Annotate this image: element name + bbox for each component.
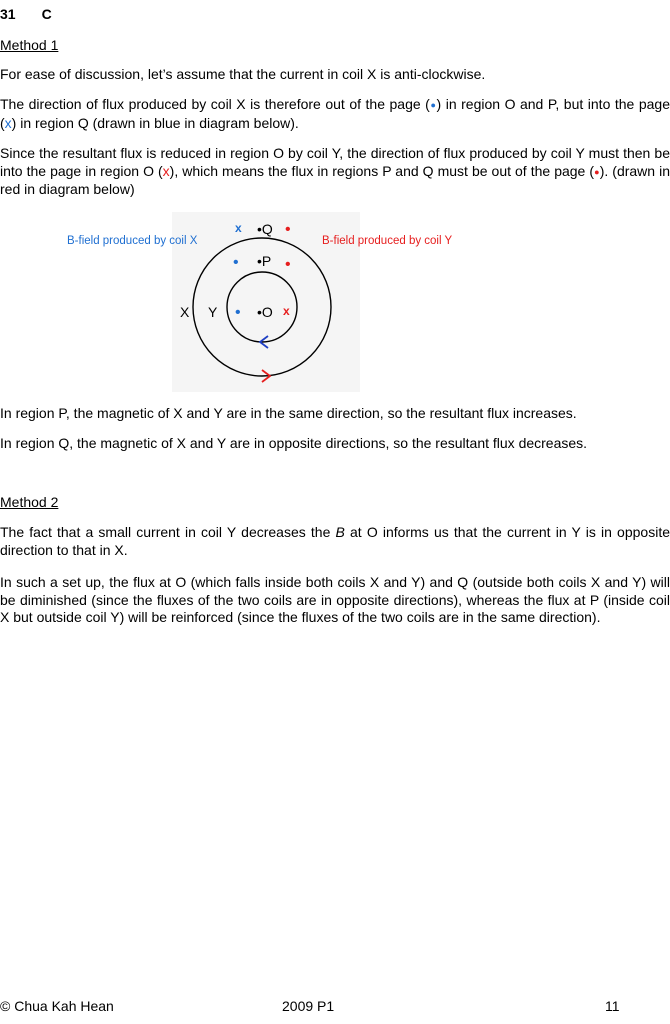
answer-letter: C — [41, 6, 52, 22]
b-field-symbol: B — [335, 524, 345, 540]
method1-paragraph-1: For ease of discussion, let’s assume that the current in coil X is anti-clockwise. — [0, 66, 486, 82]
region-q-red-dot: • — [285, 221, 291, 238]
footer-page-number: 11 — [605, 998, 620, 1014]
coil-x-field-label: B-field produced by coil X — [67, 235, 198, 247]
blue-cross-symbol: x — [4, 114, 12, 131]
region-p-red-dot: • — [285, 256, 291, 273]
method2-heading: Method 2 — [0, 494, 59, 510]
blue-dot-symbol: ● — [429, 100, 437, 110]
region-p-label: •P — [257, 253, 272, 269]
method1-heading: Method 1 — [0, 37, 59, 53]
region-p-blue-dot: • — [233, 254, 239, 271]
coil-x-label: X — [180, 304, 190, 320]
coil-y-label: Y — [208, 304, 218, 320]
red-cross-symbol: x — [162, 162, 170, 179]
method1-paragraph-5: In region Q, the magnetic of X and Y are in opposite directions, so the resultant flux decreases. — [0, 435, 588, 451]
footer-exam-label: 2009 P1 — [282, 998, 335, 1014]
method1-paragraph-2: The direction of flux produced by coil X is therefore out of the page (●) in region O and P, but into the page (x) in region Q (drawn in blue in diagram below). — [0, 96, 670, 131]
red-dot-symbol: ● — [594, 166, 600, 177]
method2-paragraph-2: In such a set up, the flux at O (which falls inside both coils X and Y) and Q (outside both coils X and Y) will be diminished (since the fluxes of the two coils are in opposite directions), whereas the flux at P (inside coil X but outside coil Y) will be reinforced (since the fluxes of the two coils are in the same direction). — [0, 574, 670, 625]
region-q-label: •Q — [257, 221, 273, 237]
method2-paragraph-1: The fact that a small current in coil Y decreases the B at O informs us that the current in Y is in opposite direction to that in X. — [0, 524, 670, 558]
method1-paragraph-3: Since the resultant flux is reduced in region O by coil Y, the direction of flux produced by coil Y must then be into the page in region O (x), which means the flux in regions P and Q must be out of the page (●). (drawn in red in diagram below) — [0, 145, 670, 197]
coil-diagram — [0, 0, 670, 400]
region-o-blue-dot: • — [235, 304, 241, 321]
method1-paragraph-4: In region P, the magnetic of X and Y are in the same direction, so the resultant flux increases. — [0, 405, 577, 421]
coil-y-field-label: B-field produced by coil Y — [322, 235, 453, 247]
region-q-blue-cross: x — [235, 221, 242, 235]
region-o-label: •O — [257, 304, 273, 320]
question-number: 31 — [0, 6, 16, 22]
region-o-red-cross: x — [283, 304, 290, 318]
footer-copyright: © Chua Kah Hean — [0, 998, 114, 1014]
